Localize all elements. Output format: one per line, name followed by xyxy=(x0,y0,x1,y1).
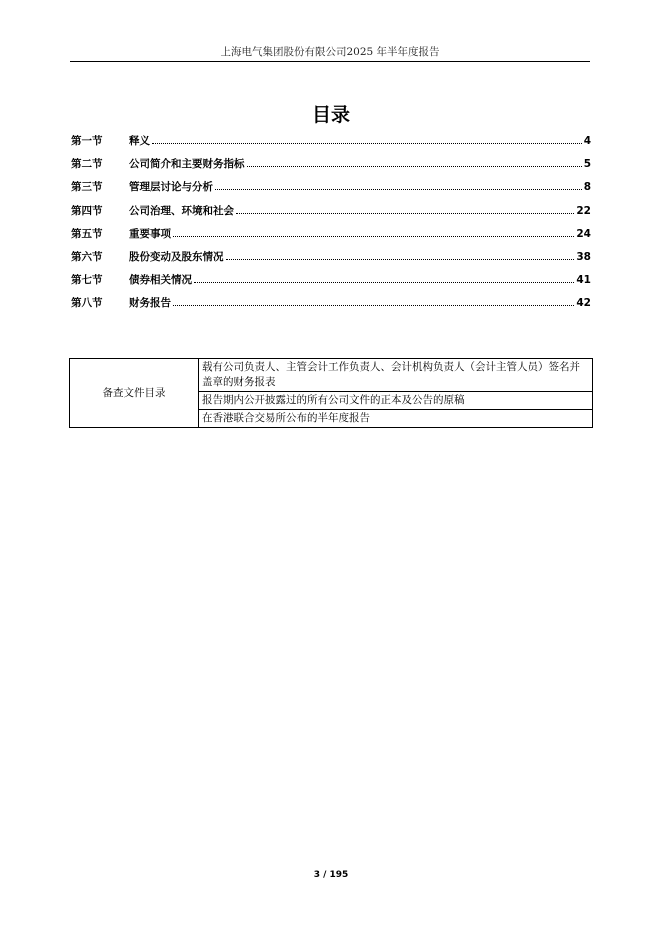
reference-document-item: 载有公司负责人、主管会计工作负责人、会计机构负责人（会计主管人员）签名并盖章的财务报表 xyxy=(199,359,593,392)
toc-page-number: 5 xyxy=(583,158,591,170)
toc-section-number: 第七节 xyxy=(71,274,103,286)
toc-entry[interactable] xyxy=(71,249,591,265)
toc-page-number: 24 xyxy=(576,228,591,240)
toc-entry[interactable] xyxy=(71,179,591,195)
toc-entry[interactable] xyxy=(71,295,591,311)
page-number: 3 / 195 xyxy=(313,870,349,880)
header-divider xyxy=(70,61,590,62)
toc-section-title: 股份变动及股东情况 xyxy=(129,251,224,263)
toc-section-number: 第一节 xyxy=(71,135,103,147)
toc-entry[interactable] xyxy=(71,156,591,172)
toc-section-number: 第三节 xyxy=(71,181,103,193)
toc-leader-dots xyxy=(236,213,574,214)
toc-page-number: 22 xyxy=(576,205,591,217)
toc-page-number: 8 xyxy=(583,181,591,193)
toc-leader-dots xyxy=(226,259,575,260)
toc-page-number: 38 xyxy=(576,251,591,263)
toc-entry[interactable] xyxy=(71,133,591,149)
toc-section-number: 第五节 xyxy=(71,228,103,240)
toc-entry[interactable] xyxy=(71,272,591,288)
toc-leader-dots xyxy=(194,282,574,283)
toc-leader-dots xyxy=(247,166,582,167)
toc-section-title: 重要事项 xyxy=(129,228,171,240)
toc-title: 目录 xyxy=(311,104,350,126)
toc-section-number: 第四节 xyxy=(71,205,103,217)
toc-page-number: 42 xyxy=(576,297,591,309)
toc-leader-dots xyxy=(173,305,574,306)
toc-section-number: 第二节 xyxy=(71,158,103,170)
reference-documents-table xyxy=(69,358,593,428)
toc-entry[interactable] xyxy=(71,203,591,219)
toc-section-title: 债券相关情况 xyxy=(129,274,192,286)
toc-section-title: 财务报告 xyxy=(129,297,171,309)
running-header: 上海电气集团股份有限公司2025 年半年度报告 xyxy=(220,46,440,58)
toc-leader-dots xyxy=(173,236,574,237)
toc-section-number: 第六节 xyxy=(71,251,103,263)
toc-section-title: 公司治理、环境和社会 xyxy=(129,205,234,217)
toc-section-number: 第八节 xyxy=(71,297,103,309)
table-row xyxy=(70,359,593,392)
reference-document-item: 报告期内公开披露过的所有公司文件的正本及公告的原稿 xyxy=(199,392,593,410)
toc-leader-dots xyxy=(215,189,582,190)
toc-page-number: 41 xyxy=(576,274,591,286)
reference-document-item: 在香港联合交易所公布的半年度报告 xyxy=(199,410,593,428)
toc-entry[interactable] xyxy=(71,226,591,242)
toc-page-number: 4 xyxy=(583,135,591,147)
reference-documents-label: 备查文件目录 xyxy=(70,359,199,428)
toc-section-title: 释义 xyxy=(129,135,150,147)
toc-section-title: 公司简介和主要财务指标 xyxy=(129,158,245,170)
toc-leader-dots xyxy=(152,143,582,144)
toc-section-title: 管理层讨论与分析 xyxy=(129,181,213,193)
